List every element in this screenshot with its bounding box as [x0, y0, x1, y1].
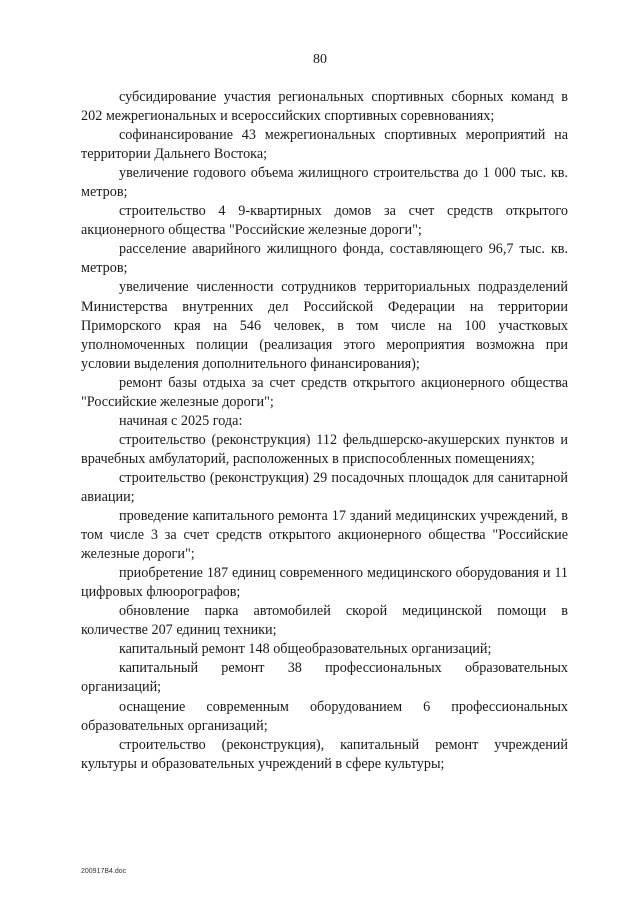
paragraph: софинансирование 43 межрегиональных спортивных мероприятий на территории Дальнего Востока;	[81, 127, 568, 163]
paragraph: обновление парка автомобилей скорой медицинской помощи в количестве 207 единиц техники;	[81, 603, 568, 639]
paragraph: строительство 4 9-квартирных домов за счет средств открытого акционерного общества "Российские железные дороги";	[81, 203, 568, 239]
paragraph: капитальный ремонт 148 общеобразовательных организаций;	[119, 641, 492, 658]
paragraph: строительство (реконструкция) 29 посадочных площадок для санитарной авиации;	[81, 469, 568, 505]
paragraph: ремонт базы отдыха за счет средств открытого акционерного общества "Российские железные дороги";	[81, 374, 568, 410]
paragraph: увеличение годового объема жилищного строительства до 1 000 тыс. кв. метров;	[81, 165, 568, 201]
paragraph: капитальный ремонт 38 профессиональных образовательных организаций;	[81, 660, 568, 696]
paragraph: расселение аварийного жилищного фонда, составляющего 96,7 тыс. кв. метров;	[81, 241, 568, 277]
footer-filename: 200917В4.doc	[81, 868, 127, 875]
paragraph: строительство (реконструкция), капитальный ремонт учреждений культуры и образовательных учреждений в сфере культуры;	[81, 736, 568, 772]
paragraph: оснащение современным оборудованием 6 профессиональных образовательных организаций;	[81, 698, 568, 734]
paragraph: приобретение 187 единиц современного медицинского оборудования и 11 цифровых флюорографов;	[81, 565, 568, 601]
paragraph: начиная с 2025 года:	[119, 412, 243, 429]
paragraph: проведение капитального ремонта 17 зданий медицинских учреждений, в том числе 3 за счет средств открытого акционерного общества "Российские железные дороги";	[81, 508, 568, 563]
document-body	[81, 88, 568, 774]
paragraph: субсидирование участия региональных спортивных сборных команд в 202 межрегиональных и всероссийских спортивных соревнованиях;	[81, 89, 568, 125]
paragraph: строительство (реконструкция) 112 фельдшерско-акушерских пунктов и врачебных амбулаторий, расположенных в приспособленных помещениях;	[81, 431, 568, 467]
page-number: 80	[313, 52, 327, 67]
paragraph: увеличение численности сотрудников территориальных подразделений Министерства внутренних дел Российской Федерации на территории Приморского края на 546 человек, в том числе на 100 участковых уполномоченных полиции (реализация этого мероприятия возможна при условии выделения дополнительного финансирования);	[81, 279, 568, 372]
